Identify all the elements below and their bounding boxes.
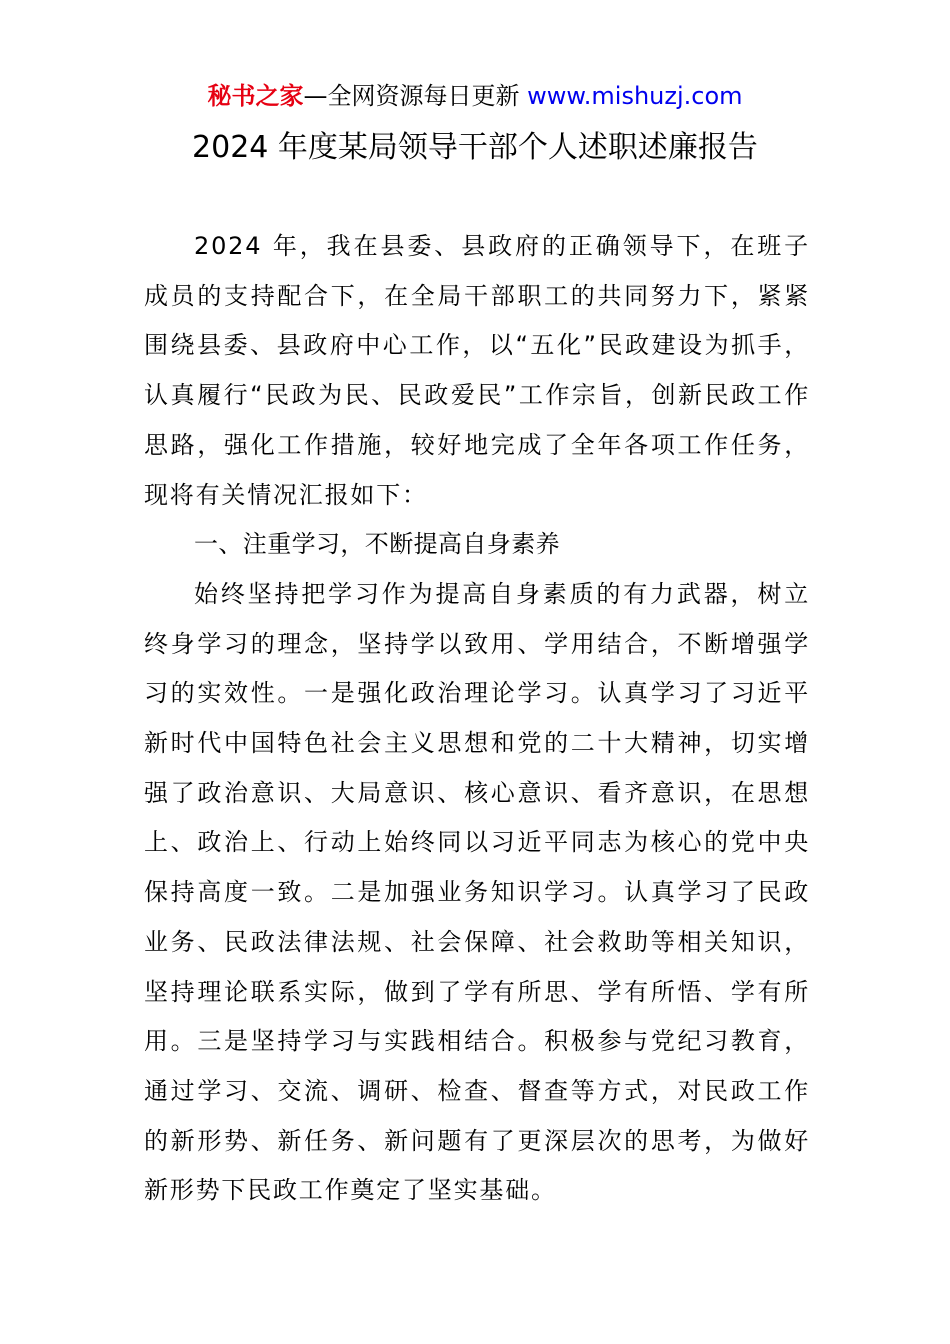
section-paragraph: 始终坚持把学习作为提高自身素质的有力武器，树立终身学习的理念，坚持学以致用、学用结合，不断增强学习的实效性。一是强化政治理论学习。认真学习了习近平新时代中国特色社会主义思想和党的二十大精神，切实增强了政治意识、大局意识、核心意识、看齐意识，在思想上、政治上、行动上始终同以习近平同志为核心的党中央保持高度一致。二是加强业务知识学习。认真学习了民政业务、民政法律法规、社会保障、社会救助等相关知识，坚持理论联系实际，做到了学有所思、学有所悟、学有所用。三是坚持学习与实践相结合。积极参与党纪习教育，通过学习、交流、调研、检查、督查等方式，对民政工作的新形势、新任务、新问题有了更深层次的思考，为做好新形势下民政工作奠定了坚实基础。 <box>144 579 810 1205</box>
site-name: 秘书之家 <box>207 82 304 110</box>
document-body <box>144 222 810 1216</box>
site-header <box>0 80 950 112</box>
section-heading: 一、注重学习，不断提高自身素养 <box>194 530 560 559</box>
intro-paragraph: 2024 年，我在县委、县政府的正确领导下，在班子成员的支持配合下，在全局干部职工的共同努力下，紧紧围绕县委、县政府中心工作，以“五化”民政建设为抓手，认真履行“民政为民、民政爱民”工作宗旨，创新民政工作思路，强化工作措施，较好地完成了全年各项工作任务，现将有关情况汇报如下： <box>144 232 810 509</box>
site-tagline: —全网资源每日更新 <box>303 82 528 110</box>
document-title: 2024 年度某局领导干部个人述职述廉报告 <box>192 130 758 165</box>
site-url-link[interactable]: www.mishuzj.com <box>527 82 743 110</box>
